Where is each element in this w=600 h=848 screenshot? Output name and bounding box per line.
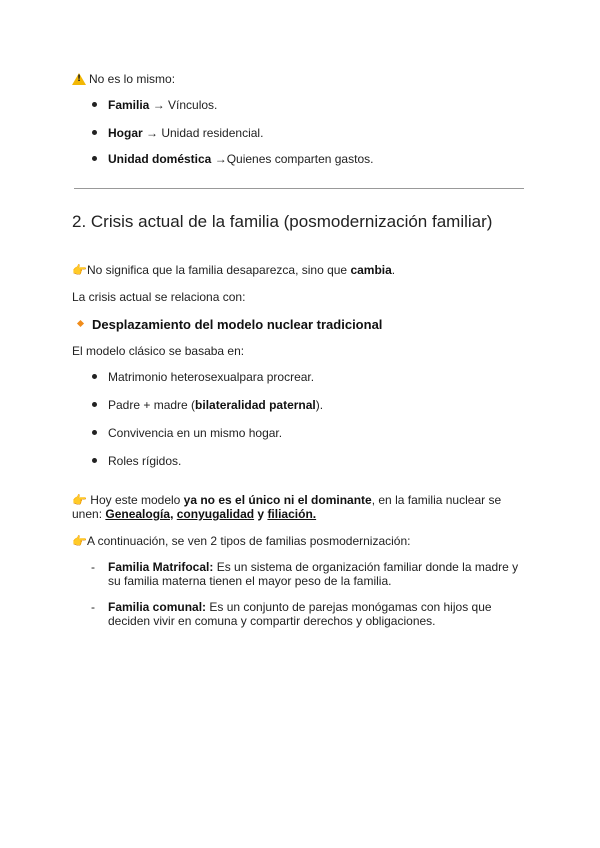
- today-text-mid: , en la familia nuclear se unen:: [72, 493, 502, 521]
- classic-item-bold: bilateralidad paternal: [195, 398, 316, 412]
- classic-item: Convivencia en un mismo hogar.: [108, 426, 283, 440]
- subheading: Desplazamiento del modelo nuclear tradicional: [92, 317, 383, 332]
- point-line: [72, 263, 395, 277]
- point-bold: cambia: [350, 263, 392, 277]
- bullet-dot: [92, 402, 97, 407]
- bullet-dot: [92, 458, 97, 463]
- definition-item: [108, 98, 217, 112]
- types-intro-line: [72, 534, 410, 548]
- bullet-dot: [92, 156, 97, 161]
- classic-item: [108, 398, 323, 412]
- arrow: →: [142, 126, 162, 140]
- dash-marker: -: [91, 560, 95, 574]
- classic-item-text-end: ).: [315, 398, 324, 412]
- horizontal-divider: [74, 188, 524, 189]
- genealogia-term: Genealogía,: [105, 507, 174, 521]
- classic-item: Matrimonio heterosexualpara procrear.: [108, 370, 315, 384]
- point-text: No significa que la familia desaparezca, sino que: [86, 263, 351, 277]
- types-intro: A continuación, se ven 2 tipos de familias posmodernización:: [86, 534, 411, 548]
- type-item: [108, 560, 528, 588]
- dash-marker: -: [91, 600, 95, 614]
- definition-desc: Quienes comparten gastos.: [226, 152, 374, 166]
- bullet-dot: [92, 102, 97, 107]
- type-desc: Es un conjunto de parejas monógamas con hijos que deciden vivir en comuna y compartir derechos y obligaciones.: [108, 600, 492, 628]
- definition-desc: Vínculos.: [168, 98, 218, 112]
- warning-text: No es lo mismo:: [89, 72, 176, 86]
- type-desc: Es un sistema de organización familiar donde la madre y su familia materna tienen el mayor peso de la familia.: [108, 560, 519, 588]
- today-paragraph: [72, 493, 527, 521]
- today-text: Hoy este modelo: [86, 493, 184, 507]
- bullet-dot: [92, 374, 97, 379]
- definition-item: [108, 152, 373, 166]
- bullet-dot: [92, 430, 97, 435]
- classic-item: Roles rígidos.: [108, 454, 182, 468]
- filiacion-term: filiación.: [267, 507, 317, 521]
- today-bold: ya no es el único ni el dominante: [183, 493, 372, 507]
- bullet-dot: [92, 130, 97, 135]
- warning-icon: [72, 73, 86, 85]
- arrow: →: [149, 98, 169, 112]
- definition-term: Familia: [108, 98, 150, 112]
- warning-line: [72, 72, 175, 86]
- type-term: Familia comunal:: [108, 600, 207, 614]
- classic-intro: El modelo clásico se basaba en:: [72, 344, 245, 358]
- pointing-hand-icon: 👉: [72, 493, 87, 507]
- orange-diamond-icon: [77, 320, 84, 327]
- type-item: [108, 600, 528, 628]
- section-heading: 2. Crisis actual de la familia (posmodernización familiar): [72, 212, 493, 231]
- point-text-end: .: [391, 263, 396, 277]
- definition-term: Unidad doméstica: [108, 152, 212, 166]
- conyugalidad-term: conyugalidad: [176, 507, 255, 521]
- relates-intro: La crisis actual se relaciona con:: [72, 290, 246, 304]
- definition-term: Hogar: [108, 126, 143, 140]
- definition-desc: Unidad residencial.: [161, 126, 264, 140]
- pointing-hand-icon: 👉: [72, 263, 87, 277]
- pointing-hand-icon: 👉: [72, 534, 87, 548]
- type-term: Familia Matrifocal:: [108, 560, 214, 574]
- classic-item-text: Padre + madre (: [108, 398, 196, 412]
- definition-item: [108, 126, 263, 140]
- and-word: y: [254, 507, 268, 521]
- arrow: →: [211, 152, 227, 166]
